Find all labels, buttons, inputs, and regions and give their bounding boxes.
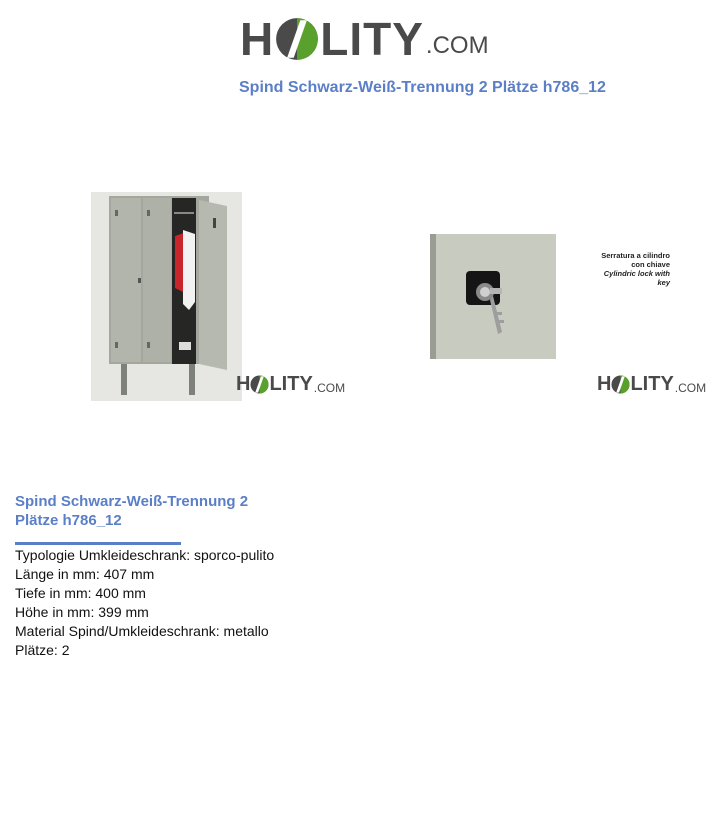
spec-item: Höhe in mm: 399 mm <box>15 604 149 620</box>
logo-domain: .COM <box>425 32 489 59</box>
product-title <box>15 492 275 530</box>
spec-item: Plätze: 2 <box>15 642 70 658</box>
logo-domain: .COM <box>674 380 707 395</box>
logo-letters-lity: LITY <box>320 13 424 65</box>
logo-letter-h: H <box>240 13 275 65</box>
spec-item: Länge in mm: 407 mm <box>15 566 155 582</box>
lock-caption-en-2: key <box>657 278 670 287</box>
logo-letters-lity: LITY <box>269 373 313 395</box>
logo-letter-h: H <box>236 373 251 395</box>
lock-detail-image[interactable] <box>430 234 556 359</box>
product-title-line-2: Plätze h786_12 <box>15 512 122 529</box>
spec-item: Material Spind/Umkleideschrank: metallo <box>15 623 269 639</box>
locker-illustration <box>91 192 242 401</box>
logo-o-icon <box>275 17 319 61</box>
logo-letter-h: H <box>597 373 612 395</box>
title-divider <box>15 542 181 545</box>
spec-item: Typologie Umkleideschrank: sporco-pulito <box>15 547 275 563</box>
site-logo[interactable] <box>240 12 489 66</box>
logo-o-icon <box>250 375 269 394</box>
spec-list <box>15 546 274 660</box>
lock-caption-it-1: Serratura a cilindro <box>601 251 670 260</box>
image-watermark-logo <box>597 373 706 396</box>
logo-domain: .COM <box>313 380 346 395</box>
page-title: Spind Schwarz-Weiß-Trennung 2 Plätze h786_12 <box>239 79 606 96</box>
logo-letters-lity: LITY <box>630 373 674 395</box>
spec-item: Tiefe in mm: 400 mm <box>15 585 146 601</box>
image-watermark-logo <box>236 373 345 396</box>
cylinder-lock-icon <box>430 234 556 359</box>
locker-product-image[interactable] <box>91 192 242 401</box>
product-title-line-1: Spind Schwarz-Weiß-Trennung 2 <box>15 493 249 510</box>
lock-caption <box>580 251 670 287</box>
lock-caption-en-1: Cylindric lock with <box>603 269 670 278</box>
lock-caption-it-2: con chiave <box>631 260 670 269</box>
logo-o-icon <box>611 375 630 394</box>
